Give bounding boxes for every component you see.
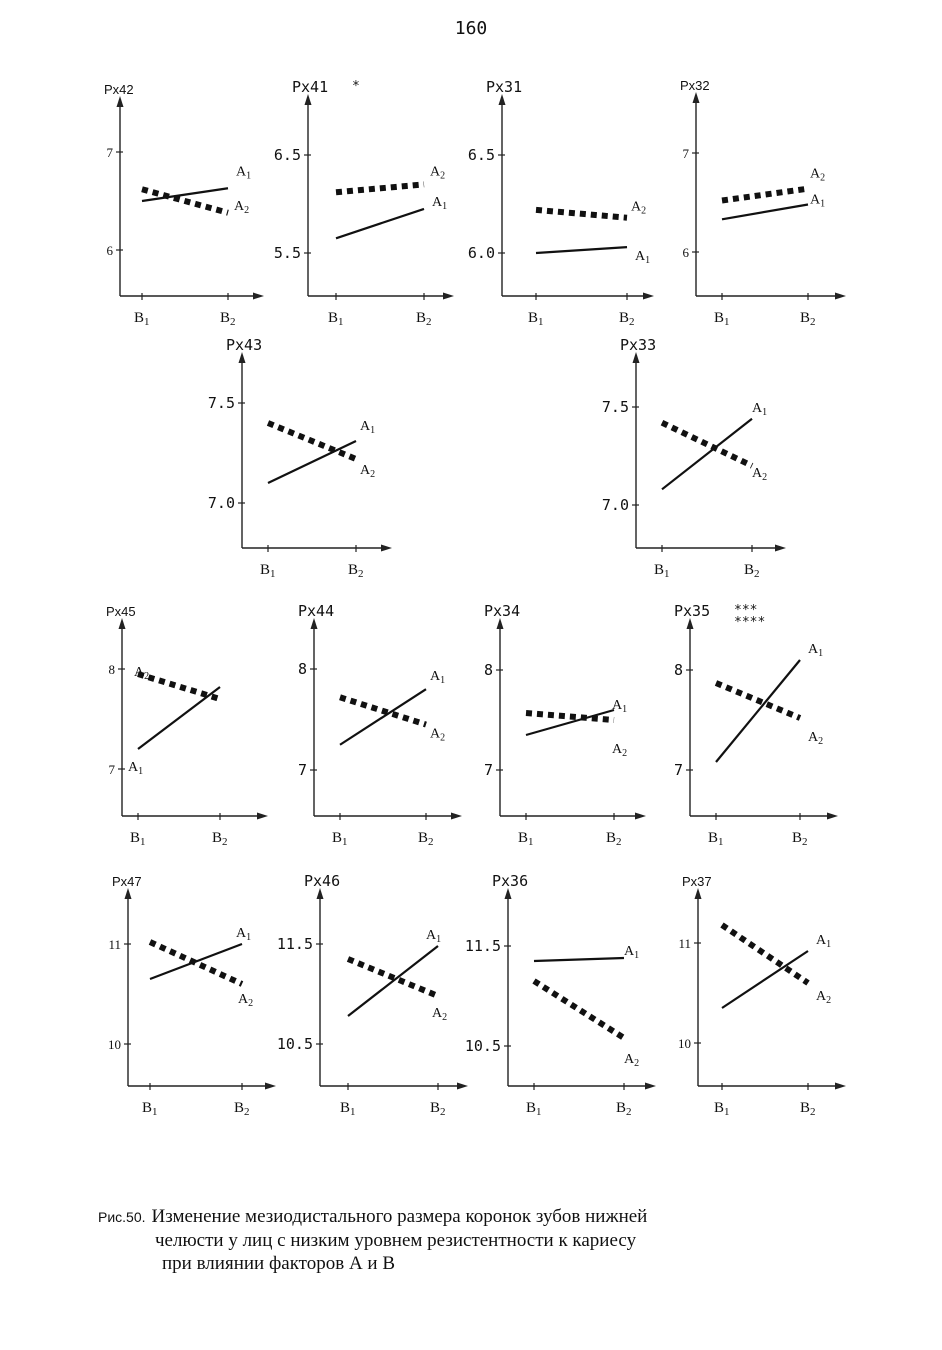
x-tick-label: $B_1$: [654, 562, 670, 580]
series-label-a1: $A_1$: [612, 698, 628, 715]
series-line-a2: [722, 189, 808, 201]
series-label-a2: $A_2$: [808, 730, 824, 747]
series-label-a2: $A_2$: [612, 742, 628, 759]
x-tick-label: $B_1$: [518, 830, 534, 848]
y-tick-label: 7: [673, 761, 683, 779]
series-line-a1: [722, 204, 808, 219]
y-tick-label: 8: [483, 661, 493, 679]
series-label-a1: $A_1$: [236, 926, 252, 943]
x-tick-label: $B_1$: [328, 310, 344, 328]
chart-title: Px41: [292, 78, 329, 96]
series-label-a1: $A_1$: [426, 928, 442, 945]
y-tick-label: 7: [682, 146, 689, 161]
caption-line-2: челюсти у лиц с низким уровнем резистентности к кариесу: [155, 1230, 637, 1251]
series-label-a2: $A_2$: [631, 199, 647, 217]
x-tick-label: $B_2$: [792, 830, 808, 848]
x-tick-label: $B_2$: [416, 310, 432, 328]
chart-title: Px43: [226, 336, 263, 354]
y-tick-label: 7.5: [207, 394, 235, 412]
y-tick-label: 6: [106, 243, 113, 258]
page-number: 160: [454, 18, 488, 39]
chart-panel-px45: [106, 604, 268, 848]
y-tick-label: 7: [483, 761, 493, 779]
series-line-a1: [722, 951, 808, 1008]
y-axis-arrow: [117, 96, 124, 107]
series-label-a1: $A_1$: [810, 192, 826, 210]
x-tick-label: $B_1$: [714, 1100, 730, 1118]
x-axis-arrow: [835, 293, 846, 300]
x-tick-label: $B_2$: [234, 1100, 250, 1118]
x-tick-label: $B_1$: [714, 310, 730, 328]
caption-line-1: Изменение мезиодистального размера коронок зубов нижней: [151, 1206, 648, 1227]
series-line-a2: [268, 423, 356, 459]
chart-title: Px31: [486, 78, 523, 96]
x-axis-arrow: [443, 293, 454, 300]
chart-title: Px35: [674, 602, 711, 620]
series-label-a1: $A_1$: [432, 194, 448, 212]
y-tick-label: 10.5: [464, 1037, 501, 1055]
series-label-a1: $A_1$: [128, 760, 144, 777]
x-tick-label: $B_2$: [800, 310, 816, 328]
chart-panel-px36: [465, 872, 656, 1118]
caption-line-3: при влиянии факторов А и В: [162, 1253, 396, 1274]
y-tick-label: 6.5: [273, 146, 301, 164]
chart-panel-px47: [108, 874, 276, 1118]
x-axis-arrow: [827, 813, 838, 820]
x-axis-arrow: [643, 293, 654, 300]
x-tick-label: $B_2$: [744, 562, 760, 580]
series-label-a1: $A_1$: [624, 944, 640, 961]
y-axis-arrow: [693, 92, 700, 103]
significance-mark: ****: [734, 615, 766, 630]
chart-panel-px42: [104, 82, 264, 328]
y-tick-label: 6: [682, 245, 689, 260]
y-tick-label: 7.5: [601, 398, 629, 416]
series-label-a2: $A_2$: [752, 465, 768, 483]
figure-caption: [98, 1205, 818, 1275]
x-tick-label: $B_1$: [142, 1100, 158, 1118]
y-tick-label: 7.0: [207, 494, 235, 512]
y-tick-label: 10: [678, 1036, 691, 1051]
x-tick-label: $B_1$: [332, 830, 348, 848]
y-tick-label: 7.0: [601, 496, 629, 514]
y-tick-label: 5.5: [273, 244, 301, 262]
x-tick-label: $B_1$: [134, 310, 150, 328]
x-tick-label: $B_2$: [430, 1100, 446, 1118]
series-label-a2: $A_2$: [430, 726, 446, 744]
x-tick-label: $B_2$: [348, 562, 364, 580]
y-axis-arrow: [125, 888, 132, 899]
x-tick-label: $B_1$: [260, 562, 276, 580]
figure-label: Рис.50.: [98, 1209, 146, 1225]
x-tick-label: $B_1$: [528, 310, 544, 328]
chart-panel-px41: [274, 78, 454, 328]
chart-panel-px35: [674, 602, 838, 848]
x-axis-arrow: [457, 1083, 468, 1090]
y-tick-label: 11: [108, 937, 121, 952]
series-line-a2: [716, 683, 800, 718]
chart-title: Px36: [492, 872, 529, 890]
chart-title: Px37: [682, 874, 712, 889]
x-axis-arrow: [265, 1083, 276, 1090]
y-tick-label: 11.5: [464, 937, 501, 955]
x-tick-label: $B_2$: [606, 830, 622, 848]
y-tick-label: 8: [108, 662, 115, 677]
chart-panel-px37: [678, 874, 846, 1118]
chart-panel-px43: [208, 336, 392, 580]
series-line-a2: [340, 697, 426, 724]
y-axis-arrow: [695, 888, 702, 899]
x-tick-label: $B_2$: [619, 310, 635, 328]
y-axis-arrow: [119, 618, 126, 629]
series-label-a2: $A_2$: [816, 989, 832, 1006]
series-label-a2: $A_2$: [432, 1006, 448, 1023]
series-label-a1: $A_1$: [808, 642, 824, 659]
series-line-a2: [536, 210, 627, 218]
series-label-a1: $A_1$: [752, 400, 768, 418]
y-tick-label: 7: [108, 762, 115, 777]
x-axis-arrow: [257, 813, 268, 820]
chart-panel-px31: [468, 78, 654, 328]
series-label-a1: $A_1$: [236, 164, 252, 182]
series-label-a2: $A_2$: [360, 463, 376, 480]
y-tick-label: 8: [297, 660, 307, 678]
x-axis-arrow: [635, 813, 646, 820]
series-label-a2: $A_2$: [430, 164, 446, 182]
series-line-a1: [534, 958, 624, 961]
chart-title: Px45: [106, 604, 136, 619]
series-line-a1: [138, 687, 220, 749]
series-label-a1: $A_1$: [430, 669, 446, 687]
y-tick-label: 11.5: [276, 935, 313, 953]
x-axis-arrow: [645, 1083, 656, 1090]
x-tick-label: $B_1$: [526, 1100, 542, 1118]
x-axis-arrow: [253, 293, 264, 300]
chart-title: Px44: [298, 602, 335, 620]
y-tick-label: 10.5: [276, 1035, 313, 1053]
x-axis-arrow: [451, 813, 462, 820]
y-tick-label: 10: [108, 1037, 121, 1052]
x-tick-label: $B_1$: [130, 830, 146, 848]
series-line-a1: [536, 247, 627, 253]
series-label-a1: $A_1$: [816, 933, 832, 950]
x-tick-label: $B_2$: [418, 830, 434, 848]
y-tick-label: 7: [297, 761, 307, 779]
x-axis-arrow: [775, 545, 786, 552]
chart-title: Px34: [484, 602, 521, 620]
x-tick-label: $B_1$: [340, 1100, 356, 1118]
chart-panel-px32: [680, 78, 846, 328]
x-axis-arrow: [381, 545, 392, 552]
chart-panel-px46: [277, 872, 468, 1118]
series-line-a2: [534, 981, 624, 1038]
y-tick-label: 11: [678, 936, 691, 951]
y-tick-label: 7: [106, 145, 113, 160]
series-line-a1: [348, 946, 438, 1016]
x-tick-label: $B_1$: [708, 830, 724, 848]
chart-title: Px42: [104, 82, 134, 97]
chart-panel-px44: [298, 602, 462, 848]
series-label-a2: $A_2$: [134, 665, 150, 682]
series-line-a2: [142, 189, 228, 213]
chart-panel-px33: [602, 336, 786, 580]
y-tick-label: 8: [673, 661, 683, 679]
series-label-a1: $A_1$: [360, 419, 376, 436]
series-line-a1: [336, 209, 424, 238]
series-line-a1: [716, 660, 800, 762]
chart-panel-px34: [484, 602, 646, 848]
series-line-a2: [348, 959, 438, 996]
x-tick-label: $B_2$: [616, 1100, 632, 1118]
y-tick-label: 6.5: [467, 146, 495, 164]
series-label-a2: $A_2$: [810, 166, 826, 184]
chart-title: Px32: [680, 78, 710, 93]
significance-mark: ***: [734, 603, 758, 618]
x-tick-label: $B_2$: [800, 1100, 816, 1118]
y-tick-label: 6.0: [467, 244, 495, 262]
x-tick-label: $B_2$: [212, 830, 228, 848]
series-label-a2: $A_2$: [234, 198, 250, 216]
significance-mark: *: [352, 79, 360, 94]
series-label-a2: $A_2$: [624, 1052, 640, 1069]
x-tick-label: $B_2$: [220, 310, 236, 328]
chart-title: Px33: [620, 336, 657, 354]
series-line-a1: [268, 441, 356, 483]
series-label-a2: $A_2$: [238, 992, 254, 1009]
chart-title: Px46: [304, 872, 341, 890]
series-line-a1: [340, 689, 426, 745]
x-axis-arrow: [835, 1083, 846, 1090]
series-line-a2: [722, 925, 808, 983]
series-label-a1: $A_1$: [635, 249, 651, 267]
series-line-a2: [336, 184, 424, 192]
chart-title: Px47: [112, 874, 142, 889]
